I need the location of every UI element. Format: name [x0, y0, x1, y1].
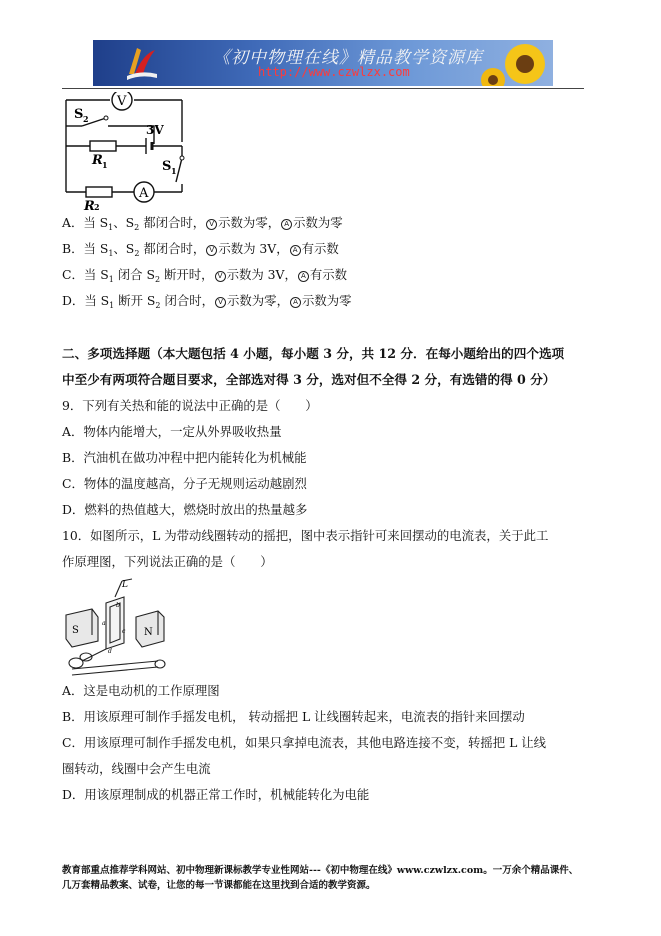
q9-option-a: A．物体内能增大，一定从外界吸收热量 — [62, 424, 282, 439]
q9-stem: 9．下列有关热和能的说法中正确的是（ ） — [62, 398, 318, 413]
site-logo-icon — [121, 44, 161, 82]
ammeter-symbol-icon: A — [290, 245, 301, 256]
q10-stem-line1: 10．如图所示，L 为带动线圈转动的摇把，图中表示指针可来回摆动的电流表，关于此工 — [62, 528, 549, 543]
s1-label: S — [162, 159, 172, 174]
q9-option-b: B．汽油机在做功冲程中把内能转化为机械能 — [62, 450, 307, 465]
q8-option-a: A．当 $S_1$、$S_2$ 都闭合时， V 示数为零， A 示数为零 — [62, 215, 343, 232]
q9-option-d: D．燃料的热值越大，燃烧时放出的热量越多 — [62, 502, 308, 517]
q8-option-d: D．当 $S_1$ 断开 $S_2$ 闭合时， V 示数为零， A 示数为零 — [62, 293, 352, 310]
circuit-diagram-figure — [60, 92, 190, 210]
magnet-s-label: S — [72, 625, 79, 636]
q10-option-a: A．这是电动机的工作原理图 — [62, 683, 220, 698]
coil-c-label: c — [122, 628, 126, 635]
section2-heading-line2: 中至少有两项符合题目要求，全部选对得 3 分，选对但不全得 2 分，有选错的得 0 分） — [62, 372, 556, 387]
ammeter-symbol-icon: A — [281, 219, 292, 230]
q9-option-c: C．物体的温度越高，分子无规则运动越剧烈 — [62, 476, 307, 491]
ammeter-symbol-icon: A — [298, 271, 309, 282]
q10-option-c-line1: C．用该原理可制作手摇发电机，如果只拿掉电流表，其他电路连接不变，转摇把 L 让线 — [62, 735, 547, 750]
q8-option-c: C．当 $S_1$ 闭合 $S_2$ 断开时， V 示数为 3V， A 有示数 — [62, 267, 348, 284]
q10-option-c-line2: 圈转动，线圈中会产生电流 — [62, 761, 211, 776]
s1-subscript: 1 — [171, 166, 177, 176]
voltmeter-label: V — [117, 94, 127, 109]
q8-option-b: B．当 $S_1$、$S_2$ 都闭合时， V 示数为 3V， A 有示数 — [62, 241, 339, 258]
footer-line1: 教育部重点推荐学科网站、初中物理新课标教学专业性网站---《初中物理在线》www.czwlzx.com。一万余个精品课件、 — [62, 865, 579, 876]
r2-label: R — [84, 199, 95, 210]
r1-subscript: 1 — [102, 160, 108, 170]
magnet-n-label: N — [144, 627, 153, 638]
sunflower-icon — [473, 40, 553, 86]
coil-b-label: b — [116, 602, 120, 609]
header-banner — [93, 40, 553, 86]
section2-heading-line1: 二、多项选择题（本大题包括 4 小题，每小题 3 分，共 12 分．在每小题给出的四个选项 — [62, 346, 565, 361]
q10-option-b: B．用该原理可制作手摇发电机， 转动摇把 L 让线圈转起来，电流表的指针来回摆动 — [62, 709, 525, 724]
footer-line2: 几万套精品教案、试卷，让您的每一节课都能在这里找到合适的教学资源。 — [62, 880, 376, 891]
s2-subscript: 2 — [83, 114, 89, 124]
generator-diagram-figure — [62, 577, 174, 679]
header-divider — [62, 88, 584, 89]
site-url[interactable]: http://www.czwlzx.com — [258, 65, 410, 79]
voltmeter-symbol-icon: V — [206, 219, 217, 230]
q10-stem-line2: 作原理图，下列说法正确的是（ ） — [62, 554, 273, 569]
page-footer — [62, 863, 578, 893]
r2-subscript: 2 — [94, 202, 100, 210]
voltmeter-symbol-icon: V — [215, 297, 226, 308]
ammeter-label: A — [139, 186, 149, 201]
r1-label: R — [92, 153, 103, 168]
coil-d-label: d — [108, 648, 112, 655]
ammeter-symbol-icon: A — [290, 297, 301, 308]
voltmeter-symbol-icon: V — [206, 245, 217, 256]
coil-a-label: a — [102, 620, 106, 627]
s2-label: S — [74, 107, 84, 122]
crank-l-label: L — [122, 580, 128, 590]
q10-option-d: D．用该原理制成的机器正常工作时，机械能转化为电能 — [62, 787, 370, 802]
site-title: 《初中物理在线》精品教学资源库 — [213, 48, 483, 68]
battery-label: 3V — [146, 123, 164, 137]
voltmeter-symbol-icon: V — [215, 271, 226, 282]
